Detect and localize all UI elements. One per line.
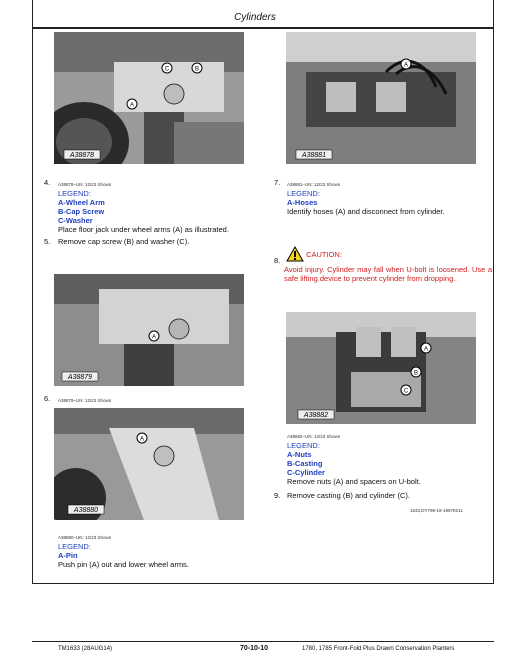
footer-page-number: 70-10-10 xyxy=(240,645,269,652)
legend-item: A-Wheel Arm xyxy=(58,198,105,207)
step-4 xyxy=(58,180,248,234)
step-text: Identify hoses (A) and disconnect from cylinder. xyxy=(287,207,445,216)
photo-a38878 xyxy=(54,32,244,164)
photo-a38880 xyxy=(54,408,244,520)
footer-doc-id: TM1633 (28AUG14) xyxy=(58,646,113,652)
step-text: Push pin (A) out and lower wheel arms. xyxy=(58,560,189,569)
step-number: 6. xyxy=(44,394,51,403)
footer-rule xyxy=(32,641,494,642)
photo-mark: A xyxy=(129,102,135,109)
photo-mark: C xyxy=(403,388,409,395)
photo-mark: B xyxy=(194,66,200,73)
photo-id: A38882 xyxy=(303,412,329,419)
photo-mark: A xyxy=(423,346,429,353)
caution-block xyxy=(284,246,492,284)
step-6 xyxy=(58,396,248,405)
photo-id: A38880 xyxy=(73,507,99,514)
step-5: Remove cap screw (B) and washer (C). xyxy=(58,237,190,246)
step-6-legend xyxy=(58,533,248,569)
photo-mark: A xyxy=(139,436,145,443)
photo-mark: A xyxy=(151,334,157,341)
legend-title: LEGEND: xyxy=(58,542,91,551)
page-title: Cylinders xyxy=(234,12,276,23)
legend-title: LEGEND: xyxy=(58,189,91,198)
legend-item: C-Cylinder xyxy=(287,468,325,477)
photo-id: A38878 xyxy=(69,152,95,159)
photo-id: A38879 xyxy=(67,374,93,381)
photo-mark: A xyxy=(403,62,409,69)
photo-mark: C xyxy=(164,66,170,73)
legend-item: B-Casting xyxy=(287,459,323,468)
caution-text: Avoid injury. Cylinder may fall when U-bolt is loosened. Use a safe lifting device to prevent cylinder from dropping. xyxy=(284,264,492,283)
footer-product: 1780, 1785 Front-Fold Plus Drawn Conservation Planters xyxy=(302,646,455,652)
step-number: 4. xyxy=(44,178,51,187)
step-number: 8. xyxy=(274,256,281,265)
step-number: 9. xyxy=(274,491,281,500)
step-text: Place floor jack under wheel arms (A) as illustrated. xyxy=(58,225,229,234)
legend-item: B-Cap Screw xyxy=(58,207,105,216)
step-number: 7. xyxy=(274,178,281,187)
step-9: Remove casting (B) and cylinder (C). xyxy=(287,491,410,500)
photo-mark: B xyxy=(413,370,419,377)
legend-item: A-Pin xyxy=(58,551,78,560)
figure-caption: A38878–UN: 12/23 Shown xyxy=(58,182,112,187)
warning-icon xyxy=(286,246,304,265)
figure-caption: A38880–UN: 12/23 Shown xyxy=(58,535,112,540)
legend-item: A-Hoses xyxy=(287,198,318,207)
figure-caption: A38882–UN: 12/23 Shown xyxy=(287,434,341,439)
legend-title: LEGEND: xyxy=(287,441,320,450)
photo-id: A38881 xyxy=(301,152,327,159)
caution-title: CAUTION: xyxy=(306,250,342,260)
legend-item: A-Nuts xyxy=(287,450,312,459)
photo-a38882 xyxy=(286,312,476,424)
legend-title: LEGEND: xyxy=(287,189,320,198)
figure-caption: A38879–UN: 12/23 Shown xyxy=(58,398,112,403)
legend-item: C-Washer xyxy=(58,216,93,225)
photo-a38881 xyxy=(286,32,476,164)
figure-caption: A38881–UN: 12/23 Shown xyxy=(287,182,341,187)
step-7 xyxy=(287,180,487,216)
step-number: 5. xyxy=(44,237,51,246)
step-8-legend xyxy=(287,432,487,486)
step-text: Remove nuts (A) and spacers on U-bolt. xyxy=(287,477,421,486)
reference-code: 1633,DY799-19-19978211 xyxy=(410,508,463,513)
photo-a38879 xyxy=(54,274,244,386)
